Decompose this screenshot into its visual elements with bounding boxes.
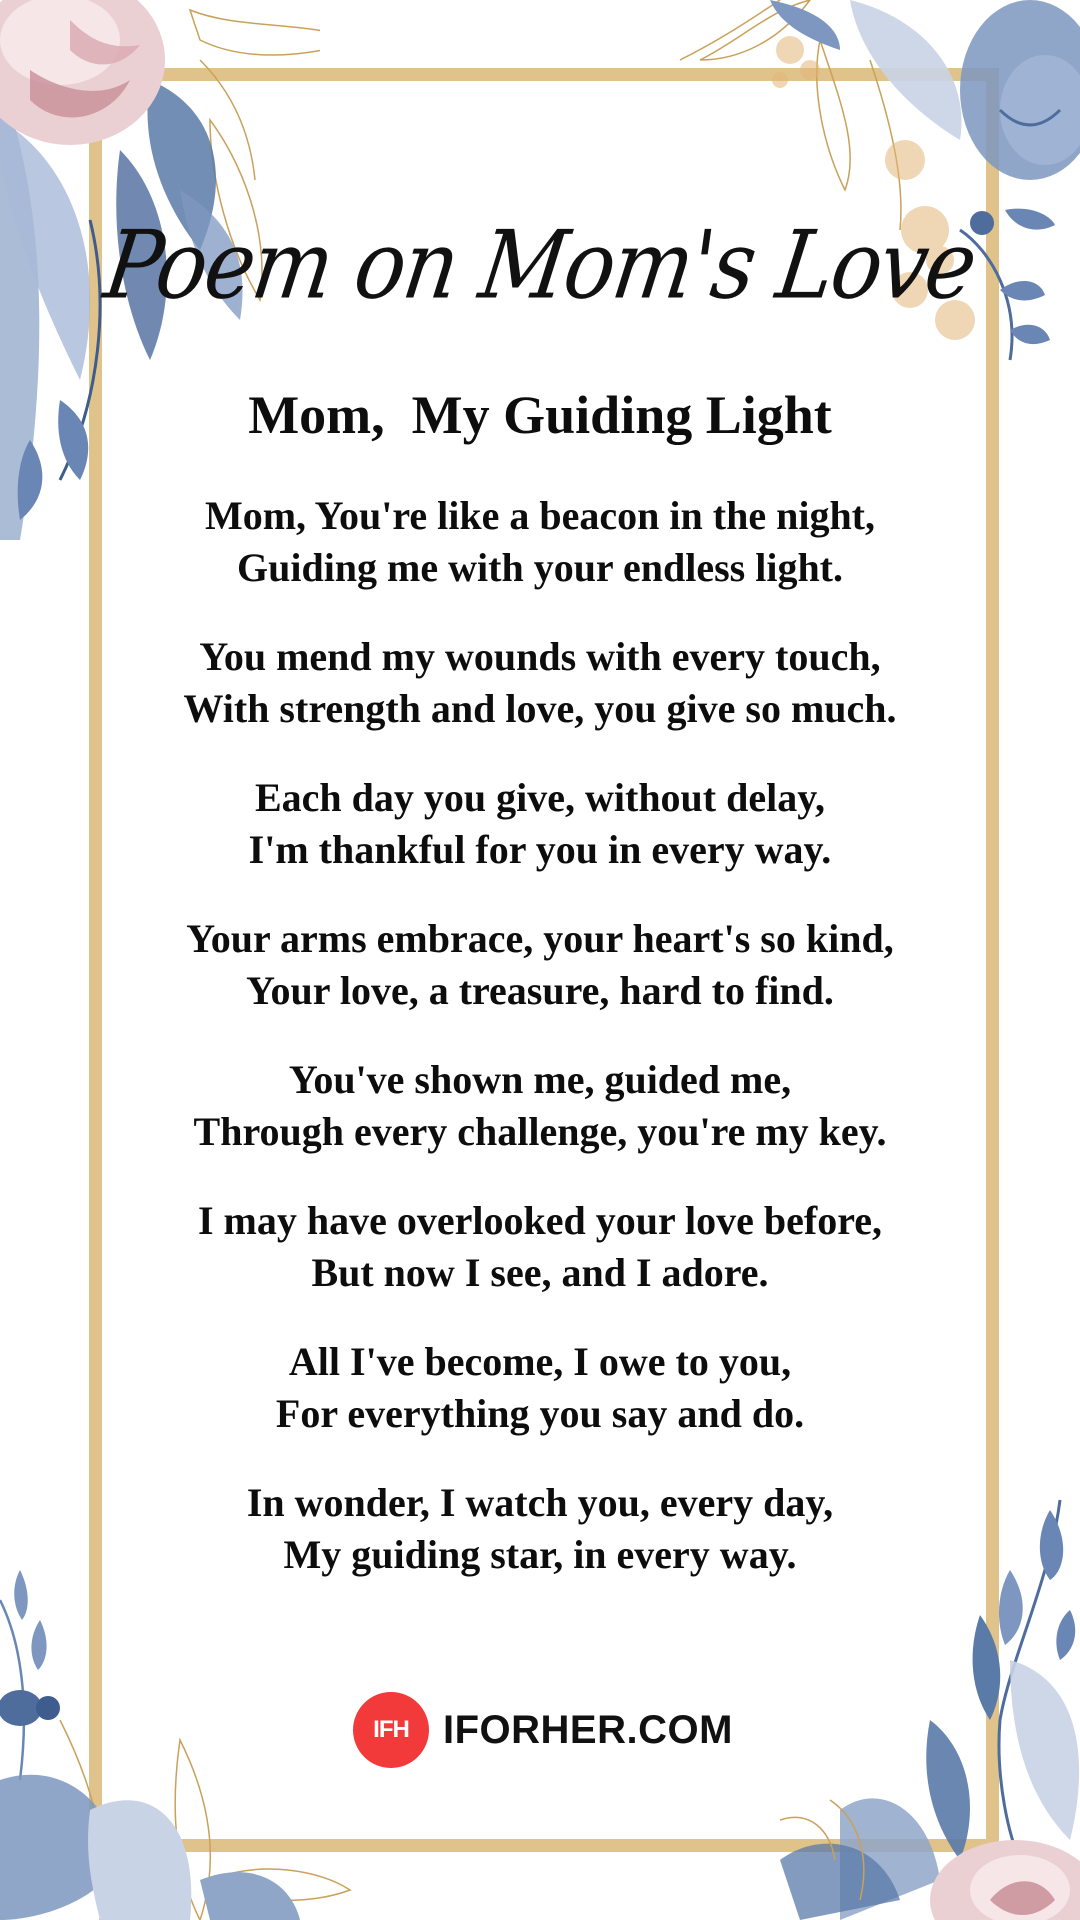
poem-line: In wonder, I watch you, every day, (246, 1480, 834, 1525)
poem-line: Guiding me with your endless light. (236, 545, 844, 590)
poem-line: Your arms embrace, your heart's so kind, (186, 916, 894, 961)
stanza-7 (100, 1336, 980, 1440)
poem-line: Mom, You're like a beacon in the night, (204, 493, 876, 538)
poem-line: Through every challenge, you're my key. (193, 1109, 887, 1154)
poem-line: Your love, a treasure, hard to find. (246, 968, 834, 1013)
stanza-2 (100, 631, 980, 735)
poem-line: I'm thankful for you in every way. (248, 827, 832, 872)
stanza-6 (100, 1195, 980, 1299)
poem-heading: Mom, My Guiding Light (248, 385, 832, 445)
poem-line: You've shown me, guided me, (288, 1057, 792, 1102)
floral-bottom-left-icon (0, 1560, 380, 1920)
stanza-5 (100, 1054, 980, 1158)
poem-line: For everything you say and do. (275, 1391, 805, 1436)
page-title: Poem on Mom's Love (98, 210, 982, 320)
stanza-3 (100, 772, 980, 876)
poem-line: My guiding star, in every way. (283, 1532, 797, 1577)
poem-line: But now I see, and I adore. (311, 1250, 769, 1295)
poem-line: With strength and love, you give so much. (183, 686, 897, 731)
poem-line: All I've become, I owe to you, (288, 1339, 792, 1384)
brand-logo[interactable] (353, 1692, 733, 1768)
brand-mark-icon: IFH (353, 1692, 429, 1768)
poem-line: Each day you give, without delay, (254, 775, 826, 820)
poem-line: You mend my wounds with every touch, (199, 634, 881, 679)
stanza-8 (100, 1477, 980, 1581)
stanza-4 (100, 913, 980, 1017)
poem-line: I may have overlooked your love before, (197, 1198, 882, 1243)
brand-name: IFORHER.COM (443, 1707, 733, 1752)
stanza-1 (100, 490, 980, 594)
